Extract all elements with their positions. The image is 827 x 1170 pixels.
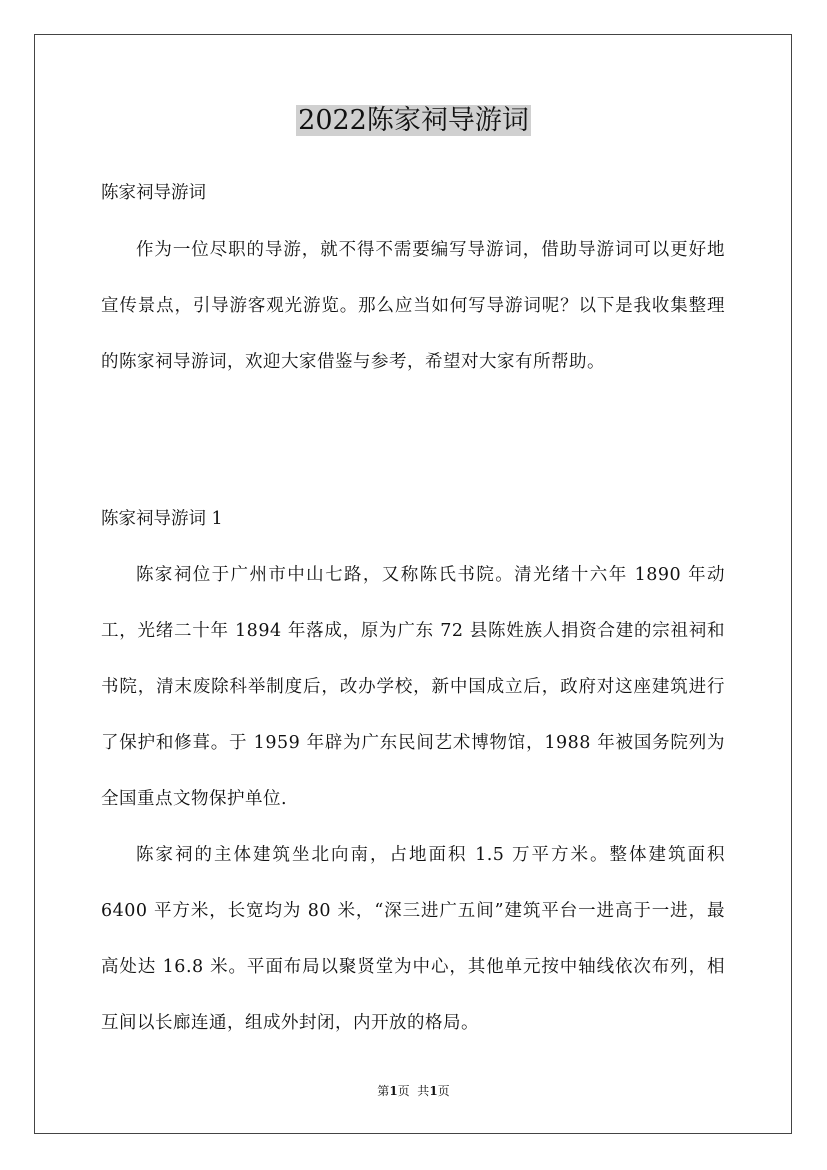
page-footer (0, 1083, 827, 1099)
section-1-paragraph-2: 陈家祠的主体建筑坐北向南，占地面积 1.5 万平方米。整体建筑面积 6400 平方米，长宽均为 80 米，“深三进广五间”建筑平台一进高于一进，最高处达 16.8 米。平面布局以聚贤堂为中心，其他单元按中轴线依次布列，相互间以长廊连通，组成外封闭，内开放的格局。 (101, 845, 725, 1033)
footer-page-current: 1 (389, 1084, 398, 1098)
intro-body (101, 222, 725, 390)
document-title (0, 100, 827, 142)
section-1-paragraph-1: 陈家祠位于广州市中山七路，又称陈氏书院。清光绪十六年 1890 年动工，光绪二十年 1894 年落成，原为广东 72 县陈姓族人捐资合建的宗祖祠和书院，清末废除科举制度后，改办学校，新中国成立后，政府对这座建筑进行了保护和修葺。于 1959 年辟为广东民间艺术博物馆，1988 年被国务院列为全国重点文物保护单位. (101, 565, 725, 809)
footer-page-suffix: 页 (437, 1084, 450, 1098)
section-1-heading: 陈家祠导游词 1 (101, 509, 223, 529)
footer-page-total: 1 (429, 1084, 438, 1098)
intro-paragraph: 作为一位尽职的导游，就不得不需要编写导游词，借助导游词可以更好地宣传景点，引导游客观光游览。那么应当如何写导游词呢？以下是我收集整理的陈家祠导游词，欢迎大家借鉴与参考，希望对大家有所帮助。 (101, 240, 725, 372)
footer-page-mid: 页 共 (397, 1084, 430, 1098)
document-title-text: 2022陈家祠导游词 (298, 105, 529, 136)
intro-heading: 陈家祠导游词 (101, 183, 206, 203)
section-1-body (101, 547, 725, 1051)
footer-page-prefix: 第 (377, 1084, 390, 1098)
